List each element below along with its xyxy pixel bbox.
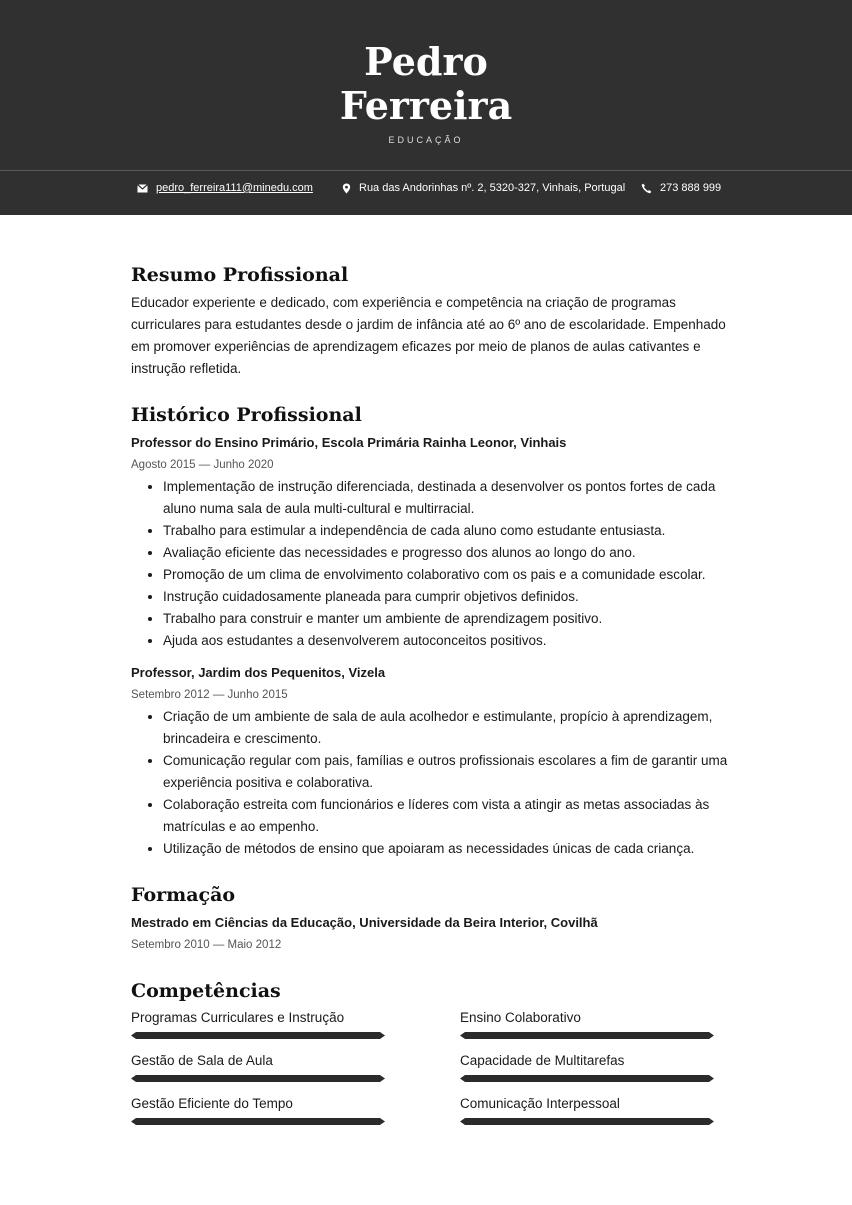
summary-title: Resumo Profissional — [131, 264, 349, 286]
skill-level-bar — [460, 1075, 714, 1082]
skill-item — [131, 1008, 460, 1039]
skills-section — [131, 978, 731, 1125]
skill-level-bar — [131, 1075, 385, 1082]
skill-level-fill — [460, 1118, 714, 1125]
education-section — [131, 882, 731, 956]
list-item: • Trabalho para construir e manter um ambiente de aprendizagem positivo. — [163, 608, 731, 630]
email-link[interactable]: pedro_ferreira111@minedu.com — [156, 182, 313, 194]
summary-section — [131, 262, 731, 380]
history-section — [131, 402, 731, 860]
skill-level-bar — [131, 1032, 385, 1039]
list-item: • Ajuda aos estudantes a desenvolverem autoconceitos positivos. — [163, 630, 731, 652]
skill-label: Gestão Eficiente do Tempo — [131, 1096, 293, 1111]
header-divider — [0, 170, 852, 171]
job-role: EDUCAÇÃO — [388, 135, 464, 145]
skill-item — [131, 1094, 460, 1125]
list-item: • Avaliação eficiente das necessidades e progresso dos alunos ao longo do ano. — [163, 542, 731, 564]
list-item: • Comunicação regular com pais, famílias e outros profissionais escolares a fim de garantir uma experiência positiva e colaborativa. — [163, 750, 731, 794]
history-title: Histórico Profissional — [131, 404, 362, 426]
job-dates: Setembro 2012 — Junho 2015 — [131, 689, 288, 701]
list-item: • Trabalho para estimular a independência de cada aluno como estudante entusiasta. — [163, 520, 731, 542]
list-item: • Utilização de métodos de ensino que apoiaram as necessidades únicas de cada criança. — [163, 838, 731, 860]
skills-title: Competências — [131, 980, 281, 1002]
name-line-last: Ferreira — [339, 83, 513, 128]
summary-text: Educador experiente e dedicado, com experiência e competência na criação de programas curriculares para estudantes desde o jardim de infância até ao 6º ano de escolaridade. Empenhado em promover experiências de aprendizagem eficazes por meio de planos de aulas cativantes e instrução refletida. — [131, 295, 726, 376]
job-title: Professor do Ensino Primário, Escola Primária Rainha Leonor, Vinhais — [131, 435, 567, 450]
contact-phone — [641, 182, 721, 194]
resume-header — [0, 0, 852, 215]
phone-icon — [641, 183, 652, 194]
skill-label: Comunicação Interpessoal — [460, 1096, 620, 1111]
skill-level-bar — [460, 1118, 714, 1125]
education-dates: Setembro 2010 — Maio 2012 — [131, 939, 282, 951]
skill-level-fill — [460, 1032, 714, 1039]
location-pin-icon — [342, 183, 351, 194]
address-text: Rua das Andorinhas nº. 2, 5320-327, Vinhais, Portugal — [359, 182, 626, 194]
list-item: • Promoção de um clima de envolvimento colaborativo com os pais e a comunidade escolar. — [163, 564, 731, 586]
list-item: • Criação de um ambiente de sala de aula acolhedor e estimulante, propício à aprendizagem, brincadeira e crescimento. — [163, 706, 731, 750]
resume-body — [131, 262, 731, 1147]
skill-item — [460, 1008, 731, 1039]
education-title: Formação — [131, 884, 236, 906]
degree-title: Mestrado em Ciências da Educação, Universidade da Beira Interior, Covilhã — [131, 915, 598, 930]
skill-item — [460, 1051, 731, 1082]
skill-label: Capacidade de Multitarefas — [460, 1053, 625, 1068]
phone-text: 273 888 999 — [660, 182, 722, 194]
list-item: • Instrução cuidadosamente planeada para cumprir objetivos definidos. — [163, 586, 731, 608]
job-entry — [131, 432, 731, 652]
skill-level-bar — [460, 1032, 714, 1039]
job-entry — [131, 662, 731, 860]
contact-address — [342, 182, 625, 194]
skill-level-fill — [131, 1118, 385, 1125]
skill-label: Programas Curriculares e Instrução — [131, 1010, 345, 1025]
name-line-first: Pedro — [364, 39, 488, 84]
skill-label: Ensino Colaborativo — [460, 1010, 581, 1025]
skill-level-fill — [460, 1075, 714, 1082]
skill-level-fill — [131, 1075, 385, 1082]
skill-level-fill — [131, 1032, 385, 1039]
job-dates: Agosto 2015 — Junho 2020 — [131, 459, 274, 471]
skill-item — [131, 1051, 460, 1082]
candidate-name — [0, 40, 852, 128]
list-item: • Implementação de instrução diferenciada, destinada a desenvolver os pontos fortes de cada aluno numa sala de aula multi-cultural e multirracial. — [163, 476, 731, 520]
contact-email[interactable] — [137, 182, 313, 194]
mail-icon — [137, 184, 148, 193]
skill-level-bar — [131, 1118, 385, 1125]
skill-item — [460, 1094, 731, 1125]
job-bullets — [131, 476, 731, 652]
skills-grid — [131, 1008, 731, 1125]
job-title: Professor, Jardim dos Pequenitos, Vizela — [131, 665, 386, 680]
skill-label: Gestão de Sala de Aula — [131, 1053, 273, 1068]
list-item: • Colaboração estreita com funcionários e líderes com vista a atingir as metas associadas às matrículas e ao empenho. — [163, 794, 731, 838]
job-bullets — [131, 706, 731, 860]
